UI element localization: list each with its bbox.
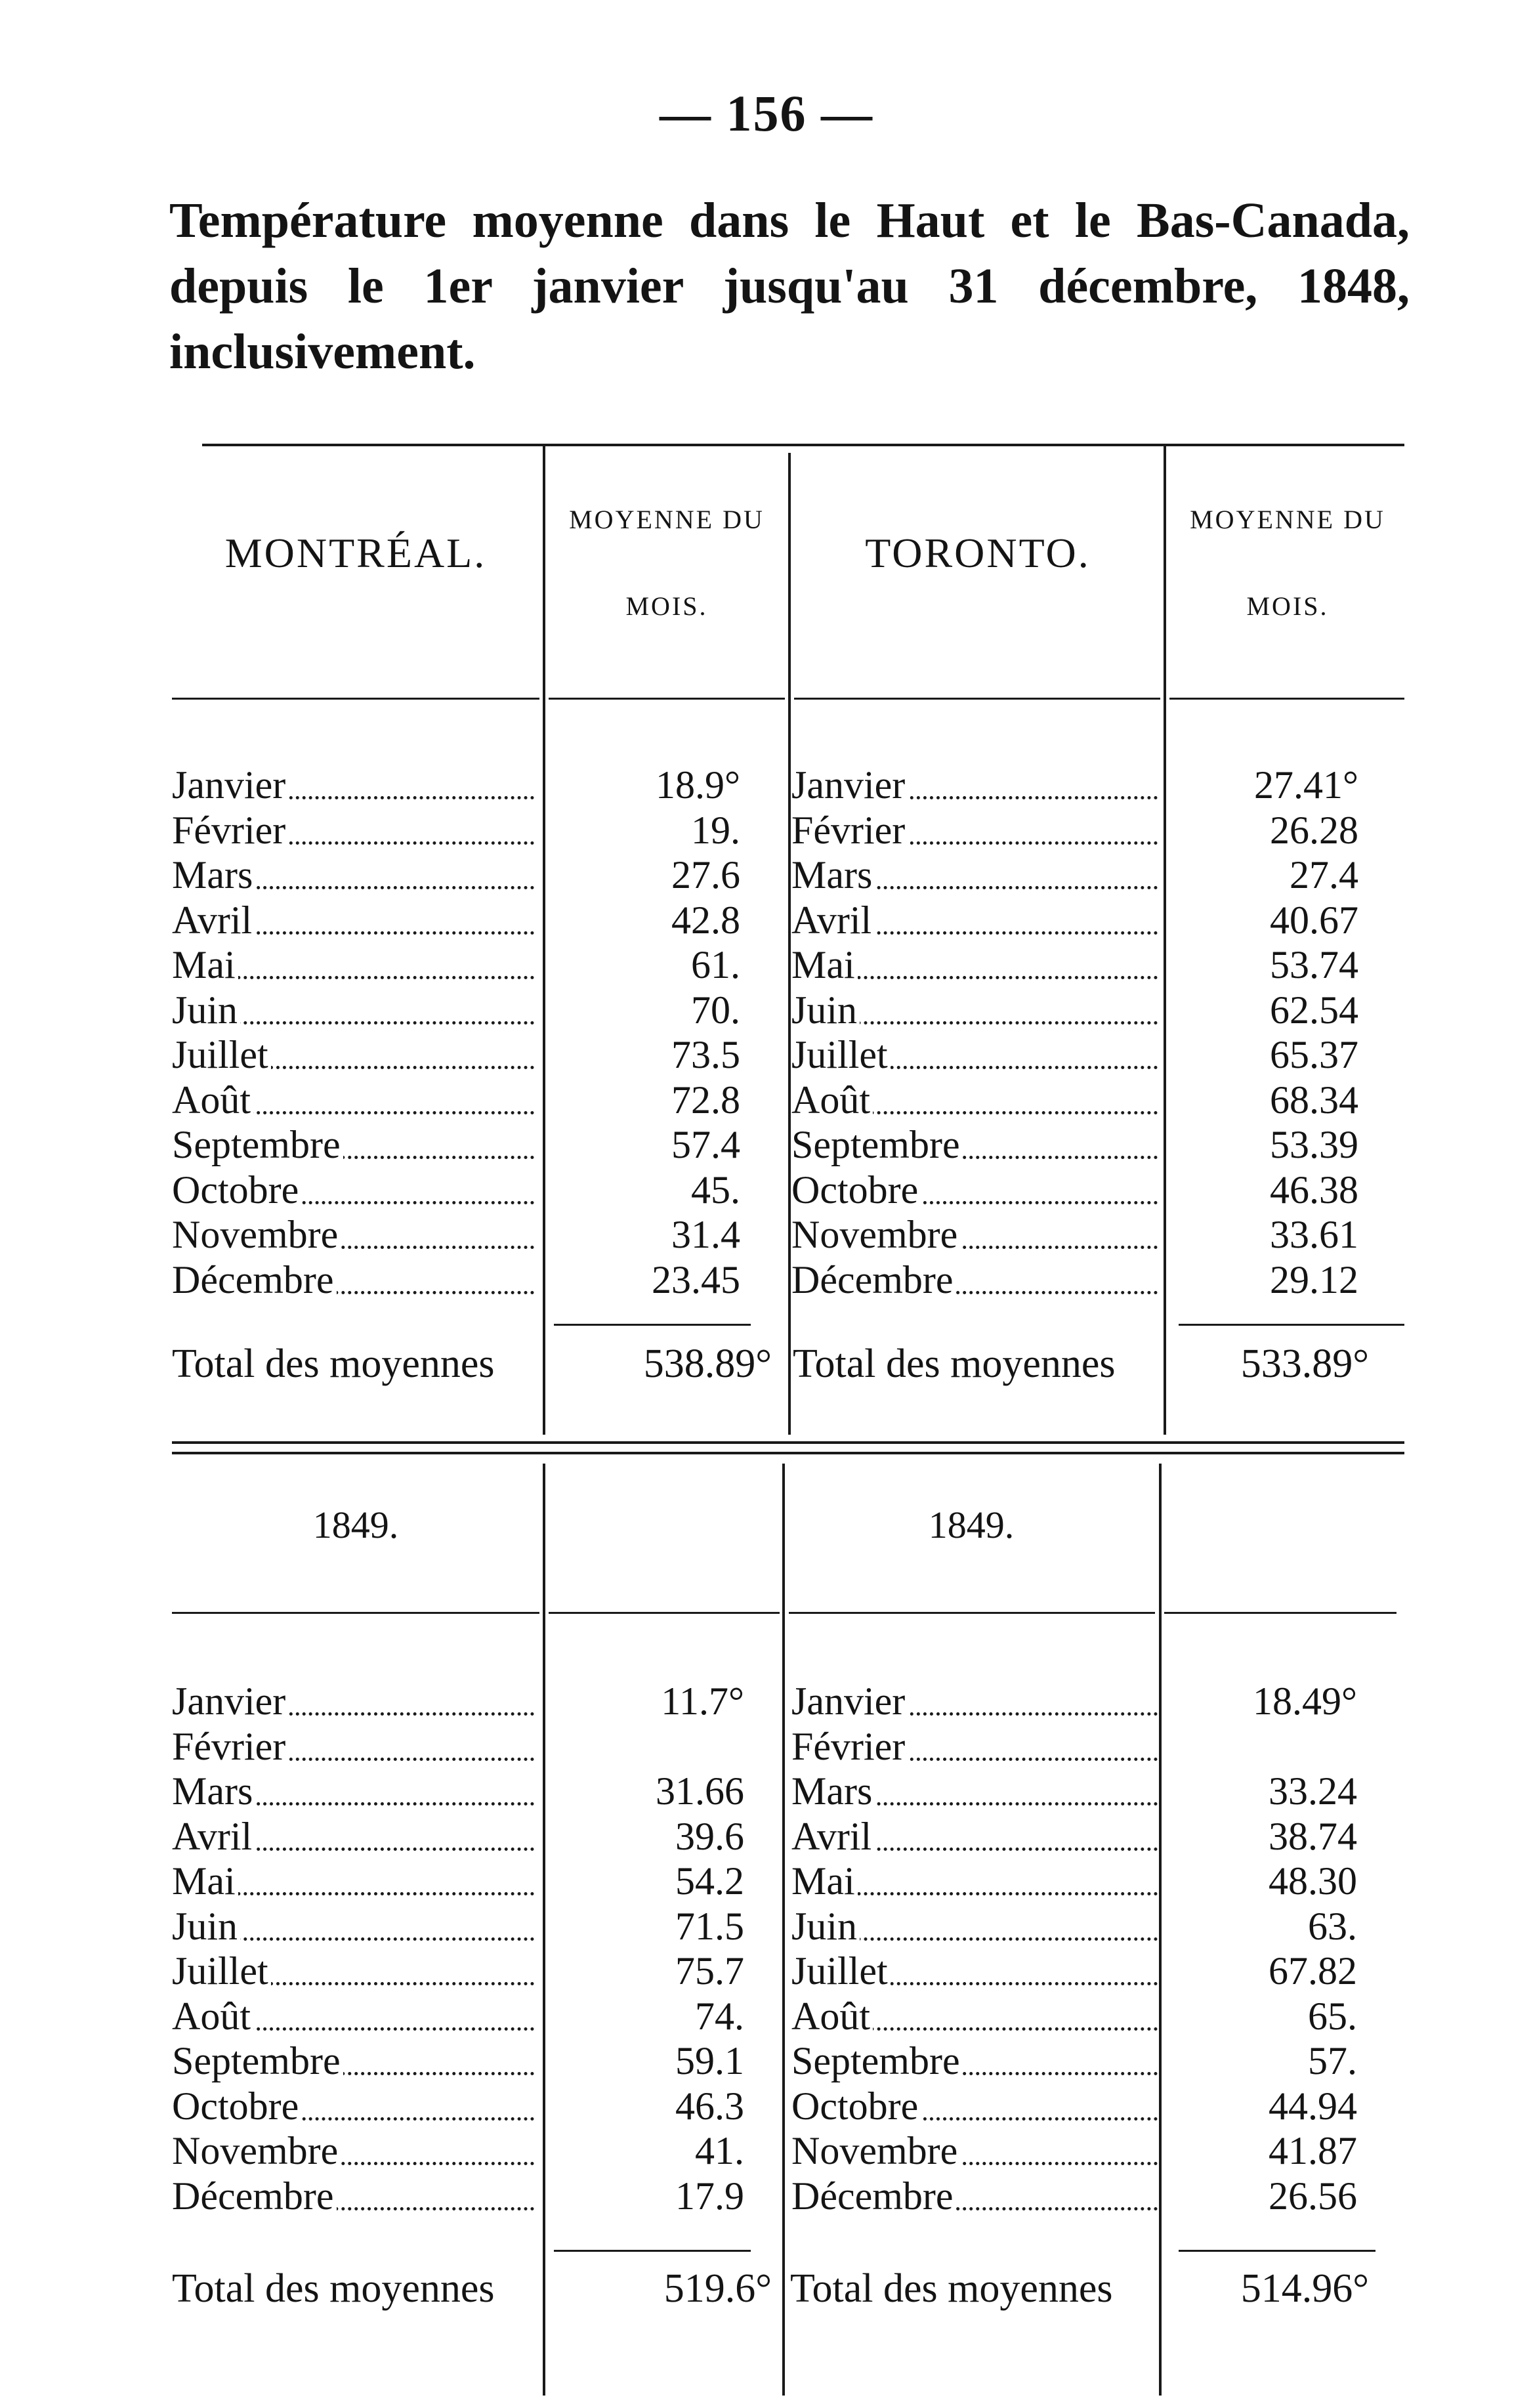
header-rule (549, 698, 785, 700)
month-name: Septembre (172, 1123, 343, 1166)
temperature-value-montreal: 31.66 (656, 1769, 744, 1813)
temperature-value-montreal: 45. (691, 1168, 740, 1212)
temperature-value-montreal: 75.7 (675, 1949, 744, 1993)
temperature-value-toronto: 26.56 (1269, 2174, 1357, 2218)
month-label-toronto (791, 1949, 1158, 1993)
temperature-value-montreal: 23.45 (652, 1257, 740, 1301)
month-label-montreal (172, 763, 534, 807)
table-row (0, 1994, 1533, 2038)
month-name: Août (791, 1995, 873, 2038)
table-row (0, 1949, 1533, 1993)
month-label-toronto (791, 2084, 1158, 2128)
month-label-toronto (791, 853, 1158, 897)
month-name: Décembre (172, 2174, 337, 2218)
month-label-toronto (791, 1769, 1158, 1813)
month-name: Mai (791, 943, 858, 986)
header-rule (789, 1612, 1155, 1614)
table-row (0, 1122, 1533, 1167)
temperature-value-toronto: 38.74 (1269, 1814, 1357, 1858)
temperature-value-montreal: 72.8 (671, 1078, 740, 1122)
table-row (0, 763, 1533, 807)
month-name: Juin (172, 988, 240, 1032)
temperature-value-montreal: 54.2 (675, 1859, 744, 1903)
temperature-value-montreal: 42.8 (671, 898, 740, 942)
month-label-toronto (791, 2174, 1158, 2218)
month-name: Octobre (172, 2084, 301, 2128)
total-label-toronto: Total des moyennes (793, 1341, 1116, 1386)
temperature-value-montreal: 19. (691, 808, 740, 852)
month-name: Janvier (172, 1679, 288, 1723)
month-name: Août (791, 1078, 873, 1122)
temperature-value-toronto: 68.34 (1270, 1078, 1358, 1122)
month-label-montreal (172, 1078, 534, 1122)
month-name: Janvier (172, 763, 288, 807)
section-divider (172, 1452, 1404, 1454)
column-header-mois: MOIS. (1246, 591, 1329, 621)
total-rule (1179, 2250, 1376, 2252)
month-name: Août (172, 1995, 253, 2038)
total-label-montreal: Total des moyennes (172, 1341, 495, 1386)
month-name: Octobre (791, 2084, 921, 2128)
month-label-toronto (791, 2128, 1158, 2173)
temperature-value-toronto: 67.82 (1269, 1949, 1357, 1993)
header-rule (549, 1612, 780, 1614)
total-rule (554, 1324, 751, 1326)
month-name: Juin (791, 1905, 860, 1948)
table-row (0, 1724, 1533, 1769)
month-name: Novembre (791, 1213, 960, 1256)
temperature-value-toronto: 48.30 (1269, 1859, 1357, 1903)
temperature-value-montreal: 39.6 (675, 1814, 744, 1858)
month-name: Septembre (791, 2039, 963, 2082)
month-name: Mars (791, 853, 875, 897)
month-label-montreal (172, 1679, 534, 1723)
total-value-montreal: 519.6° (663, 2266, 772, 2311)
month-label-toronto (791, 1994, 1158, 2038)
temperature-value-montreal: 27.6 (671, 853, 740, 897)
month-label-toronto (791, 1212, 1158, 1257)
month-name: Juillet (172, 1033, 271, 1076)
temperature-value-toronto: 18.49° (1253, 1679, 1357, 1723)
temperature-value-toronto: 46.38 (1270, 1168, 1358, 1212)
month-label-montreal (172, 1949, 534, 1993)
column-header-moyenne: MOYENNE DU (569, 505, 765, 534)
month-label-montreal (172, 942, 534, 987)
table-row (0, 898, 1533, 942)
month-label-toronto (791, 1859, 1158, 1903)
month-name: Décembre (172, 1258, 337, 1301)
month-name: Août (172, 1078, 253, 1122)
month-label-toronto (791, 942, 1158, 987)
table-row (0, 1679, 1533, 1723)
header-rule (794, 698, 1160, 700)
month-name: Novembre (172, 1213, 341, 1256)
total-label-montreal: Total des moyennes (172, 2266, 495, 2311)
month-name: Décembre (791, 1258, 956, 1301)
month-label-toronto (791, 988, 1158, 1032)
column-header-mois: MOIS. (625, 591, 708, 621)
month-name: Février (791, 809, 908, 852)
month-name: Janvier (791, 1679, 908, 1723)
month-label-toronto (791, 1814, 1158, 1859)
temperature-value-montreal: 74. (695, 1994, 744, 2038)
month-name: Février (791, 1725, 908, 1768)
month-label-montreal (172, 1814, 534, 1859)
total-label-toronto: Total des moyennes (790, 2266, 1113, 2311)
month-label-montreal (172, 1257, 534, 1302)
month-label-montreal (172, 1904, 534, 1949)
month-name: Septembre (172, 2039, 343, 2082)
month-name: Septembre (791, 1123, 963, 1166)
temperature-value-toronto: 44.94 (1269, 2084, 1357, 2128)
month-label-montreal (172, 1122, 534, 1167)
month-label-montreal (172, 1724, 534, 1769)
month-label-montreal (172, 988, 534, 1032)
column-header-montreal: MONTRÉAL. (224, 530, 487, 576)
month-label-toronto (791, 1679, 1158, 1723)
temperature-value-montreal: 61. (691, 943, 740, 986)
month-label-montreal (172, 1212, 534, 1257)
month-name: Mars (172, 853, 255, 897)
table-row (0, 853, 1533, 897)
year-header-toronto: 1849. (928, 1504, 1015, 1546)
month-label-toronto (791, 1904, 1158, 1949)
month-label-montreal (172, 2038, 534, 2083)
temperature-value-montreal: 41. (695, 2129, 744, 2172)
month-name: Mars (791, 1769, 875, 1813)
header-rule (172, 1612, 539, 1614)
temperature-value-toronto: 27.41° (1254, 763, 1358, 807)
month-name: Juillet (791, 1949, 891, 1993)
column-header-toronto: TORONTO. (865, 530, 1091, 576)
temperature-value-montreal: 46.3 (675, 2084, 744, 2128)
total-rule (554, 2250, 751, 2252)
month-label-toronto (791, 1257, 1158, 1302)
year-header-montreal: 1849. (312, 1504, 399, 1546)
temperature-value-toronto: 63. (1308, 1904, 1357, 1948)
month-label-toronto (791, 763, 1158, 807)
temperature-value-toronto: 57. (1308, 2039, 1357, 2082)
temperature-value-toronto: 26.28 (1270, 808, 1358, 852)
temperature-value-toronto: 53.74 (1270, 943, 1358, 986)
section-divider (172, 1441, 1404, 1444)
temperature-value-montreal: 57.4 (671, 1123, 740, 1166)
temperature-value-toronto: 62.54 (1270, 988, 1358, 1032)
temperature-value-montreal: 71.5 (675, 1904, 744, 1948)
table-row (0, 988, 1533, 1032)
month-label-montreal (172, 1859, 534, 1903)
month-name: Novembre (172, 2129, 341, 2172)
temperature-value-montreal: 31.4 (671, 1213, 740, 1256)
month-name: Juillet (791, 1033, 891, 1076)
month-name: Mai (791, 1859, 858, 1903)
page-number: — 156 — (660, 85, 873, 142)
table-row (0, 1904, 1533, 1949)
total-value-toronto: 533.89° (1240, 1341, 1369, 1386)
table-row (0, 1032, 1533, 1077)
table-row (0, 1814, 1533, 1859)
table-row (0, 1078, 1533, 1122)
month-name: Avril (791, 1815, 874, 1858)
table-row (0, 942, 1533, 987)
month-label-toronto (791, 1122, 1158, 1167)
month-label-montreal (172, 1032, 534, 1077)
month-label-montreal (172, 2084, 534, 2128)
month-label-toronto (791, 1032, 1158, 1077)
month-label-toronto (791, 2038, 1158, 2083)
month-name: Janvier (791, 763, 908, 807)
header-rule (1169, 698, 1404, 700)
temperature-value-toronto: 41.87 (1269, 2129, 1357, 2172)
header-rule (172, 698, 539, 700)
total-value-toronto: 514.96° (1240, 2266, 1369, 2311)
month-name: Juin (172, 1905, 240, 1948)
total-rule (1179, 1324, 1404, 1326)
table-row (0, 2128, 1533, 2173)
month-label-montreal (172, 808, 534, 853)
month-name: Mars (172, 1769, 255, 1813)
month-name: Juin (791, 988, 860, 1032)
table-row (0, 2038, 1533, 2083)
month-label-toronto (791, 1078, 1158, 1122)
month-label-montreal (172, 898, 534, 942)
month-label-montreal (172, 2174, 534, 2218)
page-title: Température moyenne dans le Haut et le Bas-Canada, depuis le 1er janvier jusqu'au 31 décembre, 1848, inclusivement. (169, 193, 1410, 379)
month-name: Novembre (791, 2129, 960, 2172)
month-name: Octobre (791, 1168, 921, 1212)
temperature-value-toronto: 29.12 (1270, 1257, 1358, 1301)
month-label-montreal (172, 1994, 534, 2038)
table-row (0, 2084, 1533, 2128)
table-row (0, 808, 1533, 853)
month-name: Décembre (791, 2174, 956, 2218)
temperature-value-toronto: 40.67 (1270, 898, 1358, 942)
month-name: Avril (172, 898, 255, 942)
month-name: Mai (172, 943, 238, 986)
month-label-montreal (172, 1168, 534, 1212)
temperature-value-montreal: 73.5 (671, 1033, 740, 1076)
month-name: Juillet (172, 1949, 271, 1993)
month-name: Avril (791, 898, 874, 942)
header-rule (1164, 1612, 1396, 1614)
temperature-value-montreal: 70. (691, 988, 740, 1032)
table-row (0, 1769, 1533, 1813)
month-label-montreal (172, 853, 534, 897)
temperature-value-montreal: 18.9° (656, 763, 740, 807)
table-top-rule (202, 444, 1404, 446)
temperature-value-toronto: 27.4 (1290, 853, 1358, 897)
month-label-toronto (791, 808, 1158, 853)
month-label-montreal (172, 1769, 534, 1813)
table-row (0, 1212, 1533, 1257)
month-label-toronto (791, 1724, 1158, 1769)
month-label-toronto (791, 898, 1158, 942)
total-value-montreal: 538.89° (643, 1341, 772, 1386)
temperature-value-montreal: 59.1 (675, 2039, 744, 2082)
column-header-moyenne: MOYENNE DU (1190, 505, 1385, 534)
table-row (0, 2174, 1533, 2218)
temperature-value-toronto: 53.39 (1270, 1123, 1358, 1166)
table-row (0, 1257, 1533, 1302)
temperature-value-toronto: 65.37 (1270, 1033, 1358, 1076)
temperature-value-toronto: 33.24 (1269, 1769, 1357, 1813)
month-label-montreal (172, 2128, 534, 2173)
temperature-value-toronto: 33.61 (1270, 1213, 1358, 1256)
temperature-value-toronto: 65. (1308, 1994, 1357, 2038)
month-name: Mai (172, 1859, 238, 1903)
month-name: Février (172, 1725, 288, 1768)
month-name: Avril (172, 1815, 255, 1858)
month-name: Février (172, 809, 288, 852)
temperature-value-montreal: 11.7° (661, 1679, 744, 1723)
month-name: Octobre (172, 1168, 301, 1212)
table-row (0, 1168, 1533, 1212)
table-row (0, 1859, 1533, 1903)
month-label-toronto (791, 1168, 1158, 1212)
temperature-value-montreal: 17.9 (675, 2174, 744, 2218)
